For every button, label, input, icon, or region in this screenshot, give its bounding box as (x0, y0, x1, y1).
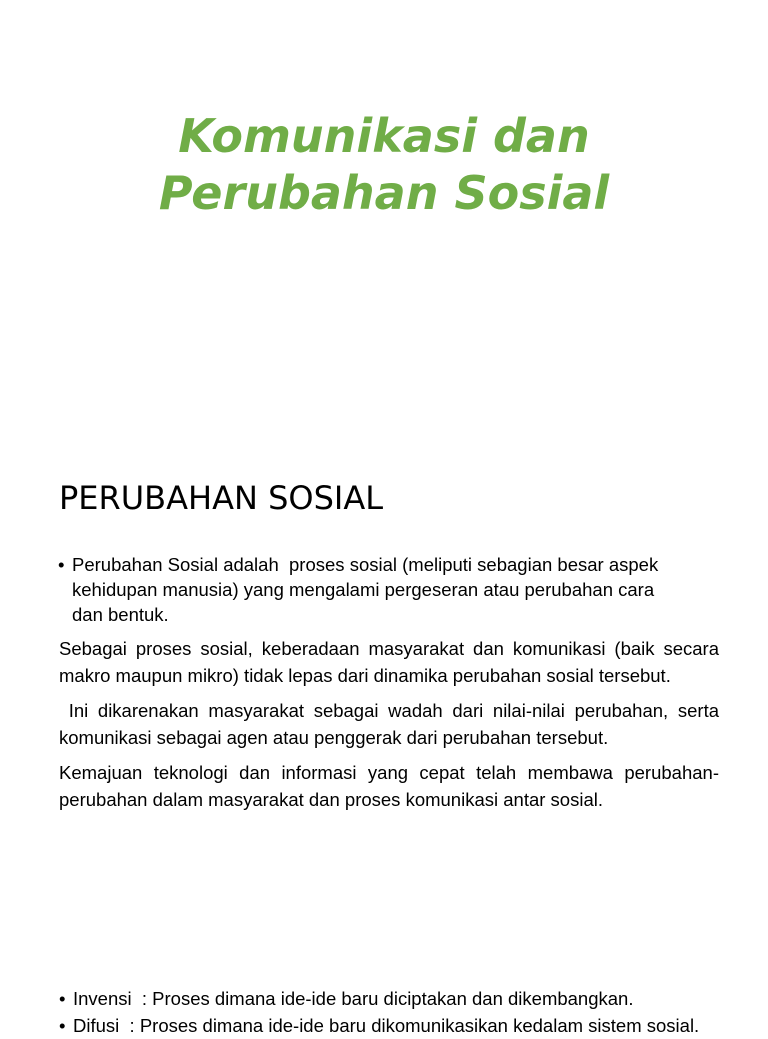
slide-invensi-difusi (59, 985, 739, 1039)
definition-line-1: Perubahan Sosial adalah proses sosial (meliputi sebagian besar aspek (72, 554, 659, 575)
list-item-invensi (59, 985, 739, 1012)
paragraph-proses-sosial: Sebagai proses sosial, keberadaan masyarakat dan komunikasi (baik secara makro maupun mikro) tidak lepas dari dinamika perubahan sosial tersebut. (59, 638, 719, 686)
paragraph-kemajuan-teknologi: Kemajuan teknologi dan informasi yang cepat telah membawa perubahan-perubahan dalam masyarakat dan proses komunikasi antar sosial. (59, 762, 719, 810)
section-heading: PERUBAHAN SOSIAL (59, 479, 384, 517)
slide-title-line-1: Komunikasi dan (178, 109, 590, 163)
bullet-marker: • (59, 1015, 66, 1036)
bullet-marker: • (58, 554, 65, 575)
list-item-text: Difusi : Proses dimana ide-ide baru dikomunikasikan kedalam sistem sosial. (73, 1015, 700, 1036)
slide-perubahan-sosial (58, 476, 725, 813)
definition-bullet (59, 552, 719, 627)
slide-title-line-2: Perubahan Sosial (158, 166, 610, 220)
list-item-difusi (59, 1012, 739, 1039)
definition-line-2: kehidupan manusia) yang mengalami pergeseran atau perubahan cara (72, 579, 655, 600)
list-item-text: Invensi : Proses dimana ide-ide baru diciptakan dan dikembangkan. (73, 988, 634, 1009)
definition-line-3: dan bentuk. (72, 604, 169, 625)
paragraph-wadah-nilai: Ini dikarenakan masyarakat sebagai wadah dari nilai-nilai perubahan, serta komunikasi sebagai agen atau penggerak dari perubahan tersebut. (59, 700, 725, 748)
slide-title (0, 108, 768, 222)
bullet-marker: • (59, 988, 66, 1009)
